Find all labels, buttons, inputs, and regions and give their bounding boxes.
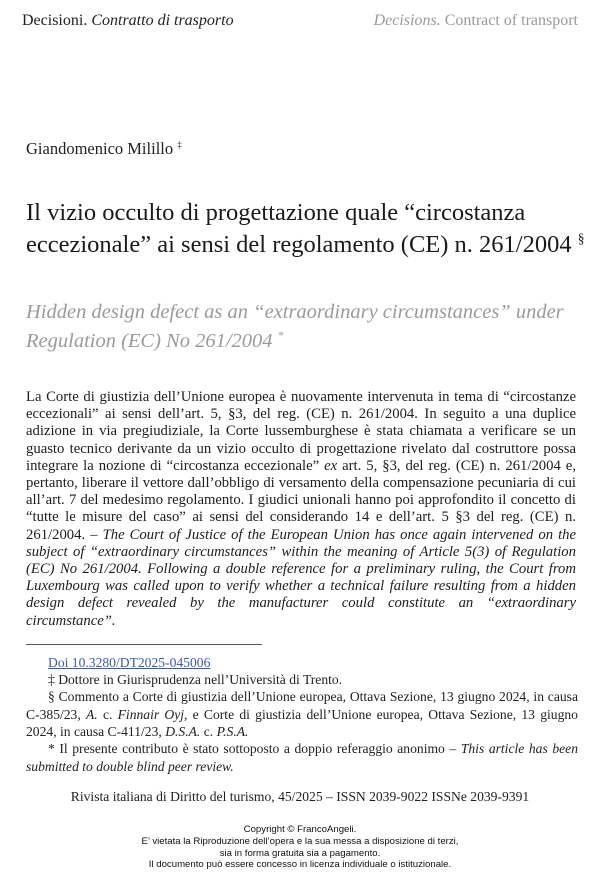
journal-issn-line: Rivista italiana di Diritto del turismo, 45/2025 – ISSN 2039-9022 ISSNe 2039-9391: [70, 789, 530, 804]
fn2-part-e: , e Corte di giustizia dell’Unione europea, Ottava Sezione, 13 giugno 2024, in causa C-411/23,: [26, 706, 578, 740]
footnote-author: ‡ Dottore in Giurisprudenza nell’Università di Trento.: [48, 672, 343, 687]
title-en-text: Hidden design defect as an “extraordinary circumstances” under Regulation (EC) No 261/2004: [26, 301, 564, 352]
fn2-part-h: P.S.A.: [216, 724, 249, 740]
footnote-divider: [26, 644, 262, 645]
author-line: [26, 139, 182, 159]
fn3-part-a: * Il presente contributo è stato sottoposto a doppio referaggio anonimo –: [48, 741, 457, 756]
copyright-line-3: sia in forma gratuita sia a pagamento.: [219, 847, 381, 859]
header-section-it: [22, 12, 234, 30]
abstract: [26, 389, 576, 641]
header-section-en: [374, 12, 578, 30]
fn3-part-b: This article has been submitted to double blind peer review.: [26, 741, 578, 774]
abstract-it-part1: La Corte di giustizia dell’Unione europea è nuovamente intervenuta in tema di “circostanze eccezionali” ai sensi dell’art. 5, §3, del reg. (CE) n. 261/2004. In seguito a una duplice adizione in via pregiudiziale, la Corte lussemburghese è stata chiamata a verificare se un guasto tecnico derivante da un vizio occulto di progettazione rivelato dal costruttore possa integrare la nozione di “circostanza eccezionale”: [26, 389, 576, 474]
fn2-part-g: c.: [203, 724, 214, 740]
title-en-footnote-mark: *: [277, 330, 284, 343]
abstract-dash: –: [90, 526, 98, 543]
fn2-part-f: D.S.A.: [165, 724, 201, 740]
header-left-italic: Contratto di trasporto: [91, 12, 234, 29]
copyright-line-2: E’ vietata la Riproduzione dell’opera e la sua messa a disposizione di terzi,: [141, 835, 459, 847]
fn2-part-d: Finnair Oyj: [117, 706, 185, 722]
copyright-line-1: Copyright © FrancoAngeli.: [243, 824, 357, 835]
article-title-english: [26, 298, 586, 356]
fn2-part-a: § Commento a Corte di giustizia dell’Unione europea, Ottava Sezione, 13 giugno 2024, in causa C-385/23,: [26, 689, 578, 722]
fn2-part-b: A.: [86, 706, 98, 722]
title-it-footnote-mark: §: [577, 230, 585, 246]
header-right-italic: Decisions.: [373, 12, 441, 29]
copyright-line-4: Il documento può essere concesso in licenza individuale o istituzionale.: [148, 859, 452, 871]
abstract-en: The Court of Justice of the European Union has once again intervened on the subject of “extraordinary circumstances” within the meaning of Article 5(3) of Regulation (EC) No 261/2004. Following a double reference for a preliminary ruling, the Court from Luxembourg was called upon to verify whether a technical failure resulting from a hidden design defect revealed by the manufacturer could constitute an “extraordinary circumstance”.: [26, 526, 576, 629]
running-header: [22, 12, 578, 34]
header-left-roman: Decisioni.: [22, 12, 88, 29]
footnote-peer-review: [26, 740, 578, 775]
fn2-part-c: c.: [102, 706, 113, 722]
doi-link[interactable]: Doi 10.3280/DT2025-045006: [48, 655, 211, 670]
author-name: Giandomenico Milillo: [26, 139, 174, 158]
abstract-it-ex: ex: [324, 457, 338, 474]
article-title-italian: [26, 197, 586, 261]
doi-footnote: [48, 654, 600, 672]
title-it-text: Il vizio occulto di progettazione quale “circostanza eccezionale” ai sensi del regolamento (CE) n. 261/2004: [26, 199, 572, 258]
author-footnote-mark: ‡: [177, 139, 182, 150]
header-right-roman: Contract of transport: [444, 12, 578, 29]
abstract-it-part2: art. 5, §3, del reg. (CE) n. 261/2004 e, pertanto, liberare il vettore dall’obbligo di versamento della compensazione pecuniaria di cui all’art. 7 del medesimo regolamento. I giudici unionali hanno poi approfondito il concetto di “tutte le misure del caso” ai sensi del considerando 14 e dell’art. 5 §3 del reg. (CE) n. 261/2004.: [26, 457, 576, 543]
footnote-commentary: [26, 688, 578, 741]
copyright-notice: [0, 824, 600, 871]
